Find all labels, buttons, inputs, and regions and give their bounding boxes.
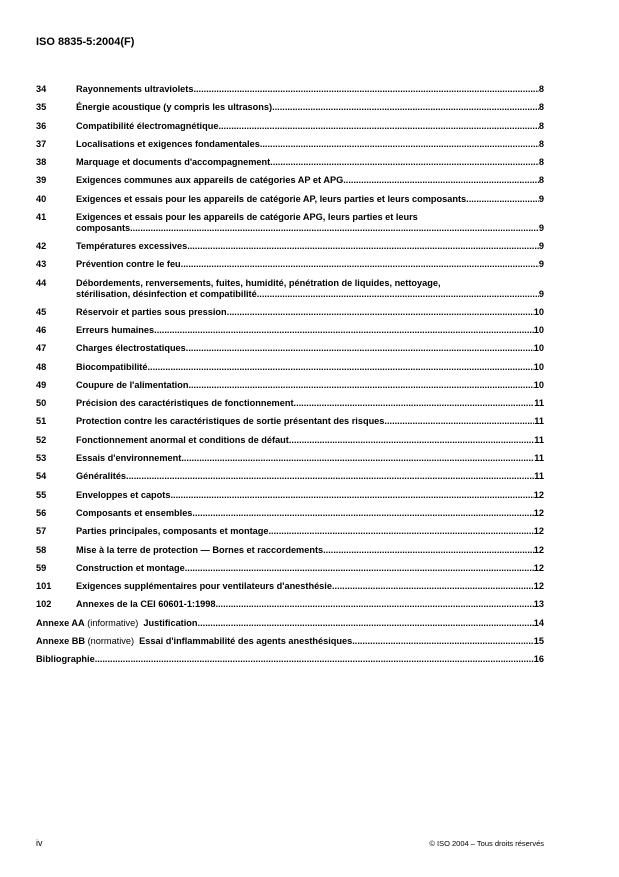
dot-leader: [289, 435, 534, 446]
toc-entry[interactable]: [36, 581, 544, 599]
toc-entry-title: Exigences supplémentaires pour ventilateurs d'anesthésie: [76, 581, 332, 592]
toc-entry-page: 8: [538, 84, 544, 94]
bibliography-title: Bibliographie: [36, 654, 95, 665]
toc-entry-number: 54: [36, 471, 47, 482]
toc-entry-page: 9: [538, 193, 544, 204]
toc-entry-page: 11: [534, 471, 544, 482]
toc-entry[interactable]: [36, 599, 544, 617]
toc-entry-title: Débordements, renversements, fuites, humidité, pénétration de liquides, nettoyage,: [76, 277, 441, 288]
toc-entry-number: 43: [36, 259, 47, 270]
toc-entry-page: 12: [533, 562, 544, 573]
annex-title: Justification: [143, 617, 198, 628]
dot-leader: [294, 398, 535, 409]
toc-entry-number: 47: [36, 343, 47, 354]
toc-entry-title: Enveloppes et capots: [76, 489, 171, 500]
toc-entry[interactable]: [36, 508, 544, 526]
dot-leader: [218, 121, 538, 132]
toc-entry-page: 13: [533, 599, 544, 610]
toc-entry[interactable]: [36, 121, 544, 139]
toc-entry[interactable]: [36, 241, 544, 259]
page-number: iv: [36, 838, 43, 848]
toc-entry-number: 50: [36, 398, 47, 409]
toc-entry-title: Exigences communes aux appareils de catégories AP et APG: [76, 175, 344, 186]
toc-entry-number: 46: [36, 324, 47, 335]
toc-entry-number: 49: [36, 379, 47, 390]
toc-entry[interactable]: [36, 545, 544, 563]
dot-leader: [323, 545, 534, 556]
toc-entry[interactable]: [36, 139, 544, 157]
dot-leader: [170, 490, 533, 501]
toc-entry-title: Compatibilité électromagnétique: [76, 120, 219, 131]
dot-leader: [187, 241, 539, 252]
toc-entry-title: Erreurs humaines: [76, 324, 155, 335]
toc-entry-page: 10: [533, 324, 544, 335]
toc-entry[interactable]: [36, 526, 544, 544]
toc-entry-page: 12: [533, 507, 544, 518]
toc-entry[interactable]: [36, 490, 544, 508]
toc-entry[interactable]: [36, 307, 544, 325]
toc-entry[interactable]: [36, 362, 544, 380]
toc-entry-title: Biocompatibilité: [76, 361, 148, 372]
toc-entry-number: 38: [36, 157, 47, 168]
dot-leader: [185, 563, 534, 574]
toc-entry-number: 55: [36, 489, 47, 500]
toc-entry-title: Fonctionnement anormal et conditions de défaut: [76, 434, 289, 445]
toc-entry-title: Localisations et exigences fondamentales: [76, 138, 260, 149]
toc-entry[interactable]: [36, 194, 544, 212]
toc-entry-page: 9: [538, 259, 544, 270]
toc-annex-entry[interactable]: [36, 636, 544, 654]
dot-leader: [272, 102, 539, 113]
toc-entry[interactable]: [36, 380, 544, 398]
dot-leader: [181, 453, 534, 464]
toc-entry-title: Températures excessives: [76, 241, 188, 252]
dot-leader: [186, 343, 534, 354]
toc-entry-number: 56: [36, 507, 47, 518]
dot-leader: [227, 307, 534, 318]
toc-entry-page: 8: [538, 175, 544, 186]
toc-entry-title: Essais d'environnement: [76, 453, 182, 464]
annex-kind: (normative): [87, 636, 135, 647]
toc-entry-number: 101: [36, 581, 52, 592]
toc-entry[interactable]: [36, 157, 544, 175]
toc-entry[interactable]: [36, 278, 544, 307]
dot-leader: [130, 223, 539, 234]
toc-entry-page: 12: [533, 489, 544, 500]
dot-leader: [193, 84, 538, 95]
toc-entry-number: 35: [36, 102, 47, 113]
toc-entry-title: Charges électrostatiques: [76, 343, 186, 354]
dot-leader: [260, 139, 539, 150]
toc-entry-page: 8: [538, 157, 544, 168]
toc-entry-title: Généralités: [76, 471, 127, 482]
toc-entry-number: 34: [36, 84, 47, 94]
toc-entry-number: 51: [36, 416, 47, 427]
bibliography-page: 16: [533, 654, 544, 665]
toc-entry-title: Précision des caractéristiques de fonctionnement: [76, 398, 294, 409]
toc-entry[interactable]: [36, 259, 544, 277]
dot-leader: [466, 194, 539, 205]
toc-entry[interactable]: [36, 563, 544, 581]
dot-leader: [257, 289, 539, 300]
toc-entry-page: 12: [533, 581, 544, 592]
toc-entry-page: 10: [533, 379, 544, 390]
dot-leader: [269, 526, 534, 537]
toc-entry-title: Exigences et essais pour les appareils de catégorie AP, leurs parties et leurs composants: [76, 193, 467, 204]
toc-entry[interactable]: [36, 471, 544, 489]
dot-leader: [192, 508, 533, 519]
dot-leader: [332, 581, 534, 592]
dot-leader: [154, 325, 534, 336]
toc-entry-number: 37: [36, 138, 47, 149]
toc-entry[interactable]: [36, 325, 544, 343]
toc-entry-number: 57: [36, 526, 47, 537]
dot-leader: [188, 380, 533, 391]
toc-entry-page: 12: [533, 544, 544, 555]
dot-leader: [270, 157, 539, 168]
toc-entry-page: 9: [538, 241, 544, 252]
toc-entry[interactable]: [36, 212, 544, 241]
dot-leader: [384, 416, 534, 427]
toc-entry-number: 102: [36, 599, 52, 610]
toc-entry[interactable]: [36, 102, 544, 120]
toc-entry-page: 11: [534, 416, 544, 427]
toc-entry-page: 9: [538, 223, 544, 234]
toc-entry-number: 40: [36, 193, 47, 204]
dot-leader: [343, 175, 539, 186]
toc-entry-page: 8: [538, 138, 544, 149]
toc-entry-page: 9: [538, 288, 544, 299]
document-header: ISO 8835-5:2004(F): [36, 36, 135, 48]
toc-entry-page: 10: [533, 306, 544, 317]
toc-entry-number: 59: [36, 562, 47, 573]
toc-entry-page: 8: [538, 102, 544, 113]
toc-entry[interactable]: [36, 175, 544, 193]
toc-entry-number: 41: [36, 212, 47, 223]
dot-leader: [147, 362, 533, 373]
toc-entry[interactable]: [36, 84, 544, 102]
toc-entry-title: stérilisation, désinfection et compatibilité: [76, 288, 257, 299]
dot-leader: [95, 654, 534, 665]
toc-entry-page: 11: [534, 453, 544, 464]
toc-entry-page: 10: [533, 361, 544, 372]
toc-entry-title: Prévention contre le feu: [76, 259, 181, 270]
toc-entry-title: Coupure de l'alimentation: [76, 379, 189, 390]
toc-entry-number: 48: [36, 361, 47, 372]
toc-entry[interactable]: [36, 343, 544, 361]
toc-entry-page: 11: [534, 434, 544, 445]
dot-leader: [181, 259, 539, 270]
toc-entry[interactable]: [36, 398, 544, 416]
toc-entry-title: composants: [76, 223, 131, 234]
toc-entry-number: 58: [36, 544, 47, 555]
toc-entry-number: 53: [36, 453, 47, 464]
toc-entry-title: Réservoir et parties sous pression: [76, 306, 227, 317]
toc-entry-title: Annexes de la CEI 60601-1:1998: [76, 599, 216, 610]
toc-entry-page: 11: [534, 398, 544, 409]
table-of-contents: [36, 84, 544, 673]
toc-entry-title: Protection contre les caractéristiques de sortie présentant des risques: [76, 416, 385, 427]
toc-entry-page: 12: [533, 526, 544, 537]
toc-entry-title: Construction et montage: [76, 562, 185, 573]
toc-entry-page: 8: [538, 120, 544, 131]
annex-page: 14: [533, 617, 544, 628]
toc-entry-title: Composants et ensembles: [76, 507, 193, 518]
annex-kind: (informative): [87, 617, 139, 628]
dot-leader: [215, 599, 533, 610]
toc-entry[interactable]: [36, 453, 544, 471]
toc-entry-title: Marquage et documents d'accompagnement: [76, 157, 271, 168]
toc-entry-title: Parties principales, composants et montage: [76, 526, 269, 537]
toc-annex-entry[interactable]: [36, 618, 544, 636]
toc-bibliography-entry[interactable]: [36, 654, 544, 672]
toc-entry-number: 36: [36, 120, 47, 131]
dot-leader: [126, 471, 534, 482]
copyright-notice: © ISO 2004 – Tous droits réservés: [429, 839, 544, 848]
toc-entry-number: 39: [36, 175, 47, 186]
toc-entry[interactable]: [36, 416, 544, 434]
toc-entry-page: 10: [533, 343, 544, 354]
toc-entry-number: 42: [36, 241, 47, 252]
toc-entry[interactable]: [36, 435, 544, 453]
toc-entry-title: Mise à la terre de protection — Bornes et raccordements: [76, 544, 324, 555]
toc-entry-title: Énergie acoustique (y compris les ultrasons): [76, 102, 273, 113]
toc-entry-title: Rayonnements ultraviolets: [76, 84, 194, 94]
dot-leader: [352, 636, 534, 647]
toc-entry-title: Exigences et essais pour les appareils de catégorie APG, leurs parties et leurs: [76, 212, 418, 223]
annex-title: Essai d'inflammabilité des agents anesthésiques: [139, 636, 353, 647]
dot-leader: [198, 618, 534, 629]
toc-entry-number: 52: [36, 434, 47, 445]
toc-entry-number: 45: [36, 306, 47, 317]
toc-entry-number: 44: [36, 277, 47, 288]
annex-page: 15: [533, 636, 544, 647]
annex-label: Annexe AA: [36, 617, 85, 628]
annex-label: Annexe BB: [36, 636, 86, 647]
